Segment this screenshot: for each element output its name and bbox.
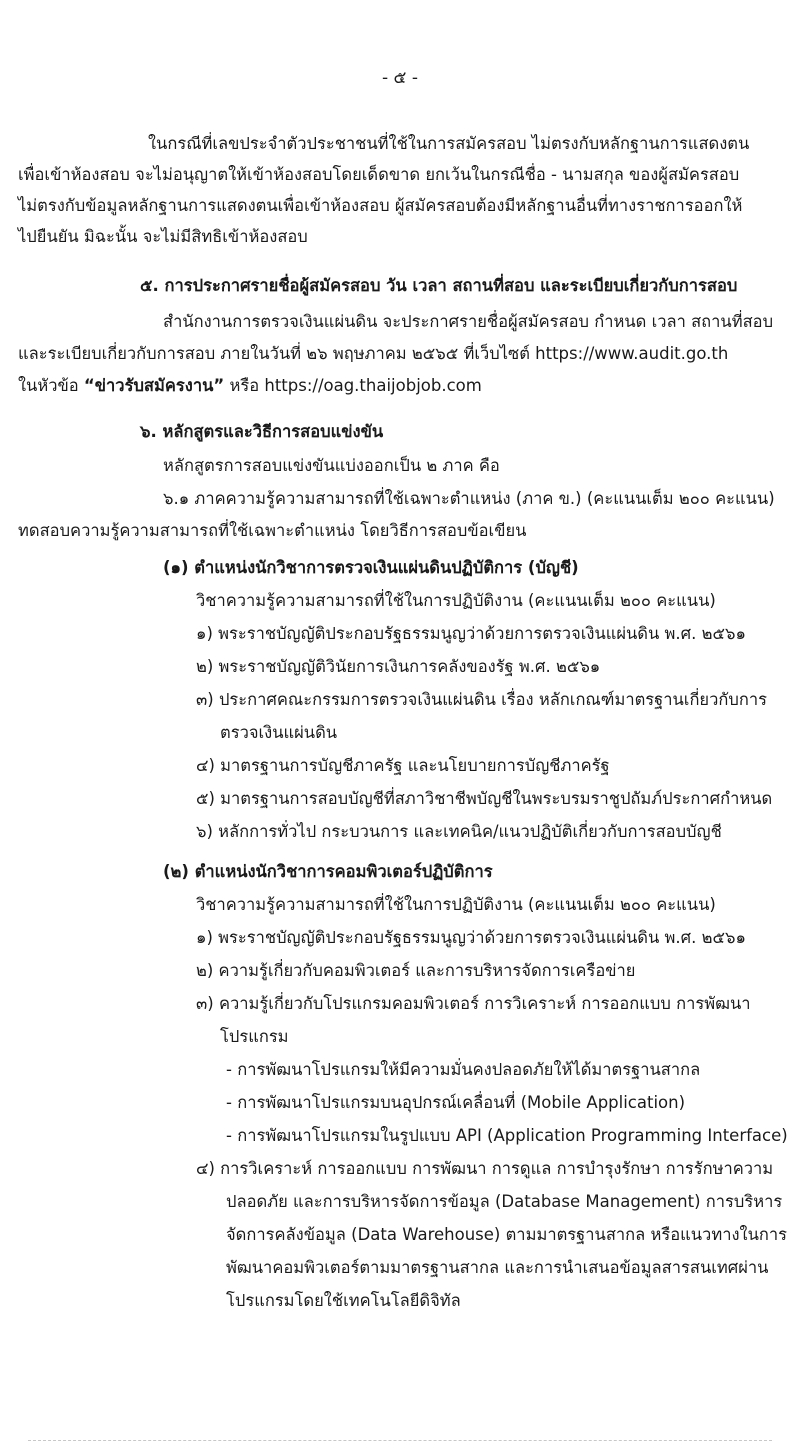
- section-5-line-last: [18, 375, 482, 397]
- position-1-item: ๓) ประกาศคณะกรรมการตรวจเงินแผ่นดิน เรื่อง หลักเกณฑ์มาตรฐานเกี่ยวกับการ: [196, 690, 767, 709]
- part-b-line: ทดสอบความรู้ความสามารถที่ใช้เฉพาะตำแหน่ง โดยวิธีการสอบข้อเขียน: [18, 521, 527, 540]
- position-2-subitem: - การพัฒนาโปรแกรมในรูปแบบ API (Application Programming Interface): [226, 1126, 788, 1145]
- page-number: - ๕ -: [382, 68, 418, 88]
- position-1-item: ๕) มาตรฐานการสอบบัญชีที่สภาวิชาชีพบัญชีในพระบรมราชูปถัมภ์ประกาศกำหนด: [196, 789, 773, 808]
- section-6-heading: ๖. หลักสูตรและวิธีการสอบแข่งขัน: [140, 422, 384, 441]
- position-1-title: (๑) ตำแหน่งนักวิชาการตรวจเงินแผ่นดินปฏิบัติการ (บัญชี): [163, 558, 579, 577]
- intro-line: ในกรณีที่เลขประจำตัวประชาชนที่ใช้ในการสมัครสอบ ไม่ตรงกับหลักฐานการแสดงตน: [148, 134, 750, 153]
- position-2-item: โปรแกรม: [220, 1027, 289, 1046]
- position-1-item: ๖) หลักการทั่วไป กระบวนการ และเทคนิค/แนวปฏิบัติเกี่ยวกับการสอบบัญชี: [196, 822, 722, 841]
- position-2-item: ๓) ความรู้เกี่ยวกับโปรแกรมคอมพิวเตอร์ การวิเคราะห์ การออกแบบ การพัฒนา: [196, 994, 751, 1013]
- intro-line: ไม่ตรงกับข้อมูลหลักฐานการแสดงตนเพื่อเข้าห้องสอบ ผู้สมัครสอบต้องมีหลักฐานอื่นที่ทางราชการออกให้: [18, 196, 743, 215]
- position-2-item: ปลอดภัย และการบริหารจัดการข้อมูล (Database Management) การบริหาร: [226, 1192, 783, 1211]
- position-2-subitem: - การพัฒนาโปรแกรมบนอุปกรณ์เคลื่อนที่ (Mobile Application): [226, 1093, 686, 1112]
- intro-line: เพื่อเข้าห้องสอบ จะไม่อนุญาตให้เข้าห้องสอบโดยเด็ดขาด ยกเว้นในกรณีชื่อ - นามสกุล ของผู้สมัครสอบ: [18, 165, 740, 184]
- section-5-last-suffix: หรือ https://oag.thaijobjob.com: [224, 376, 482, 395]
- part-b-line: ๖.๑ ภาคความรู้ความสามารถที่ใช้เฉพาะตำแหน่ง (ภาค ข.) (คะแนนเต็ม ๒๐๐ คะแนน): [163, 489, 775, 508]
- section-5-heading: ๕. การประกาศรายชื่อผู้สมัครสอบ วัน เวลา สถานที่สอบ และระเบียบเกี่ยวกับการสอบ: [140, 276, 738, 295]
- position-2-subitem: - การพัฒนาโปรแกรมให้มีความมั่นคงปลอดภัยให้ได้มาตรฐานสากล: [226, 1060, 701, 1079]
- position-1-item: ตรวจเงินแผ่นดิน: [220, 723, 338, 742]
- position-2-subject: วิชาความรู้ความสามารถที่ใช้ในการปฏิบัติงาน (คะแนนเต็ม ๒๐๐ คะแนน): [196, 895, 716, 914]
- section-6-intro: หลักสูตรการสอบแข่งขันแบ่งออกเป็น ๒ ภาค คือ: [163, 456, 500, 475]
- section-5-line: สำนักงานการตรวจเงินแผ่นดิน จะประกาศรายชื่อผู้สมัครสอบ กำหนด เวลา สถานที่สอบ: [163, 312, 774, 331]
- news-topic-label: “ข่าวรับสมัครงาน”: [83, 376, 225, 395]
- position-2-item: ๑) พระราชบัญญัติประกอบรัฐธรรมนูญว่าด้วยการตรวจเงินแผ่นดิน พ.ศ. ๒๕๖๑: [196, 928, 746, 947]
- position-1-item: ๑) พระราชบัญญัติประกอบรัฐธรรมนูญว่าด้วยการตรวจเงินแผ่นดิน พ.ศ. ๒๕๖๑: [196, 624, 746, 643]
- position-2-item: ๒) ความรู้เกี่ยวกับคอมพิวเตอร์ และการบริหารจัดการเครือข่าย: [196, 961, 636, 980]
- section-5-last-prefix: ในหัวข้อ: [18, 376, 84, 395]
- position-1-item: ๒) พระราชบัญญัติวินัยการเงินการคลังของรัฐ พ.ศ. ๒๕๖๑: [196, 657, 601, 676]
- position-2-item: ๔) การวิเคราะห์ การออกแบบ การพัฒนา การดูแล การบำรุงรักษา การรักษาความ: [196, 1159, 774, 1178]
- position-2-item: พัฒนาคอมพิวเตอร์ตามมาตรฐานสากล และการนำเสนอข้อมูลสารสนเทศผ่าน: [226, 1258, 769, 1277]
- page-bottom-divider: [28, 1440, 772, 1441]
- position-2-item: โปรแกรมโดยใช้เทคโนโลยีดิจิทัล: [226, 1291, 461, 1310]
- intro-line: ไปยืนยัน มิฉะนั้น จะไม่มีสิทธิเข้าห้องสอบ: [18, 227, 308, 246]
- position-1-subject: วิชาความรู้ความสามารถที่ใช้ในการปฏิบัติงาน (คะแนนเต็ม ๒๐๐ คะแนน): [196, 591, 716, 610]
- position-2-item: จัดการคลังข้อมูล (Data Warehouse) ตามมาตรฐานสากล หรือแนวทางในการ: [226, 1225, 787, 1244]
- section-5-line: และระเบียบเกี่ยวกับการสอบ ภายในวันที่ ๒๖ พฤษภาคม ๒๕๖๕ ที่เว็บไซต์ https://www.audit.go.th: [18, 344, 729, 363]
- position-2-title: (๒) ตำแหน่งนักวิชาการคอมพิวเตอร์ปฏิบัติการ: [163, 862, 493, 881]
- position-1-item: ๔) มาตรฐานการบัญชีภาครัฐ และนโยบายการบัญชีภาครัฐ: [196, 756, 610, 775]
